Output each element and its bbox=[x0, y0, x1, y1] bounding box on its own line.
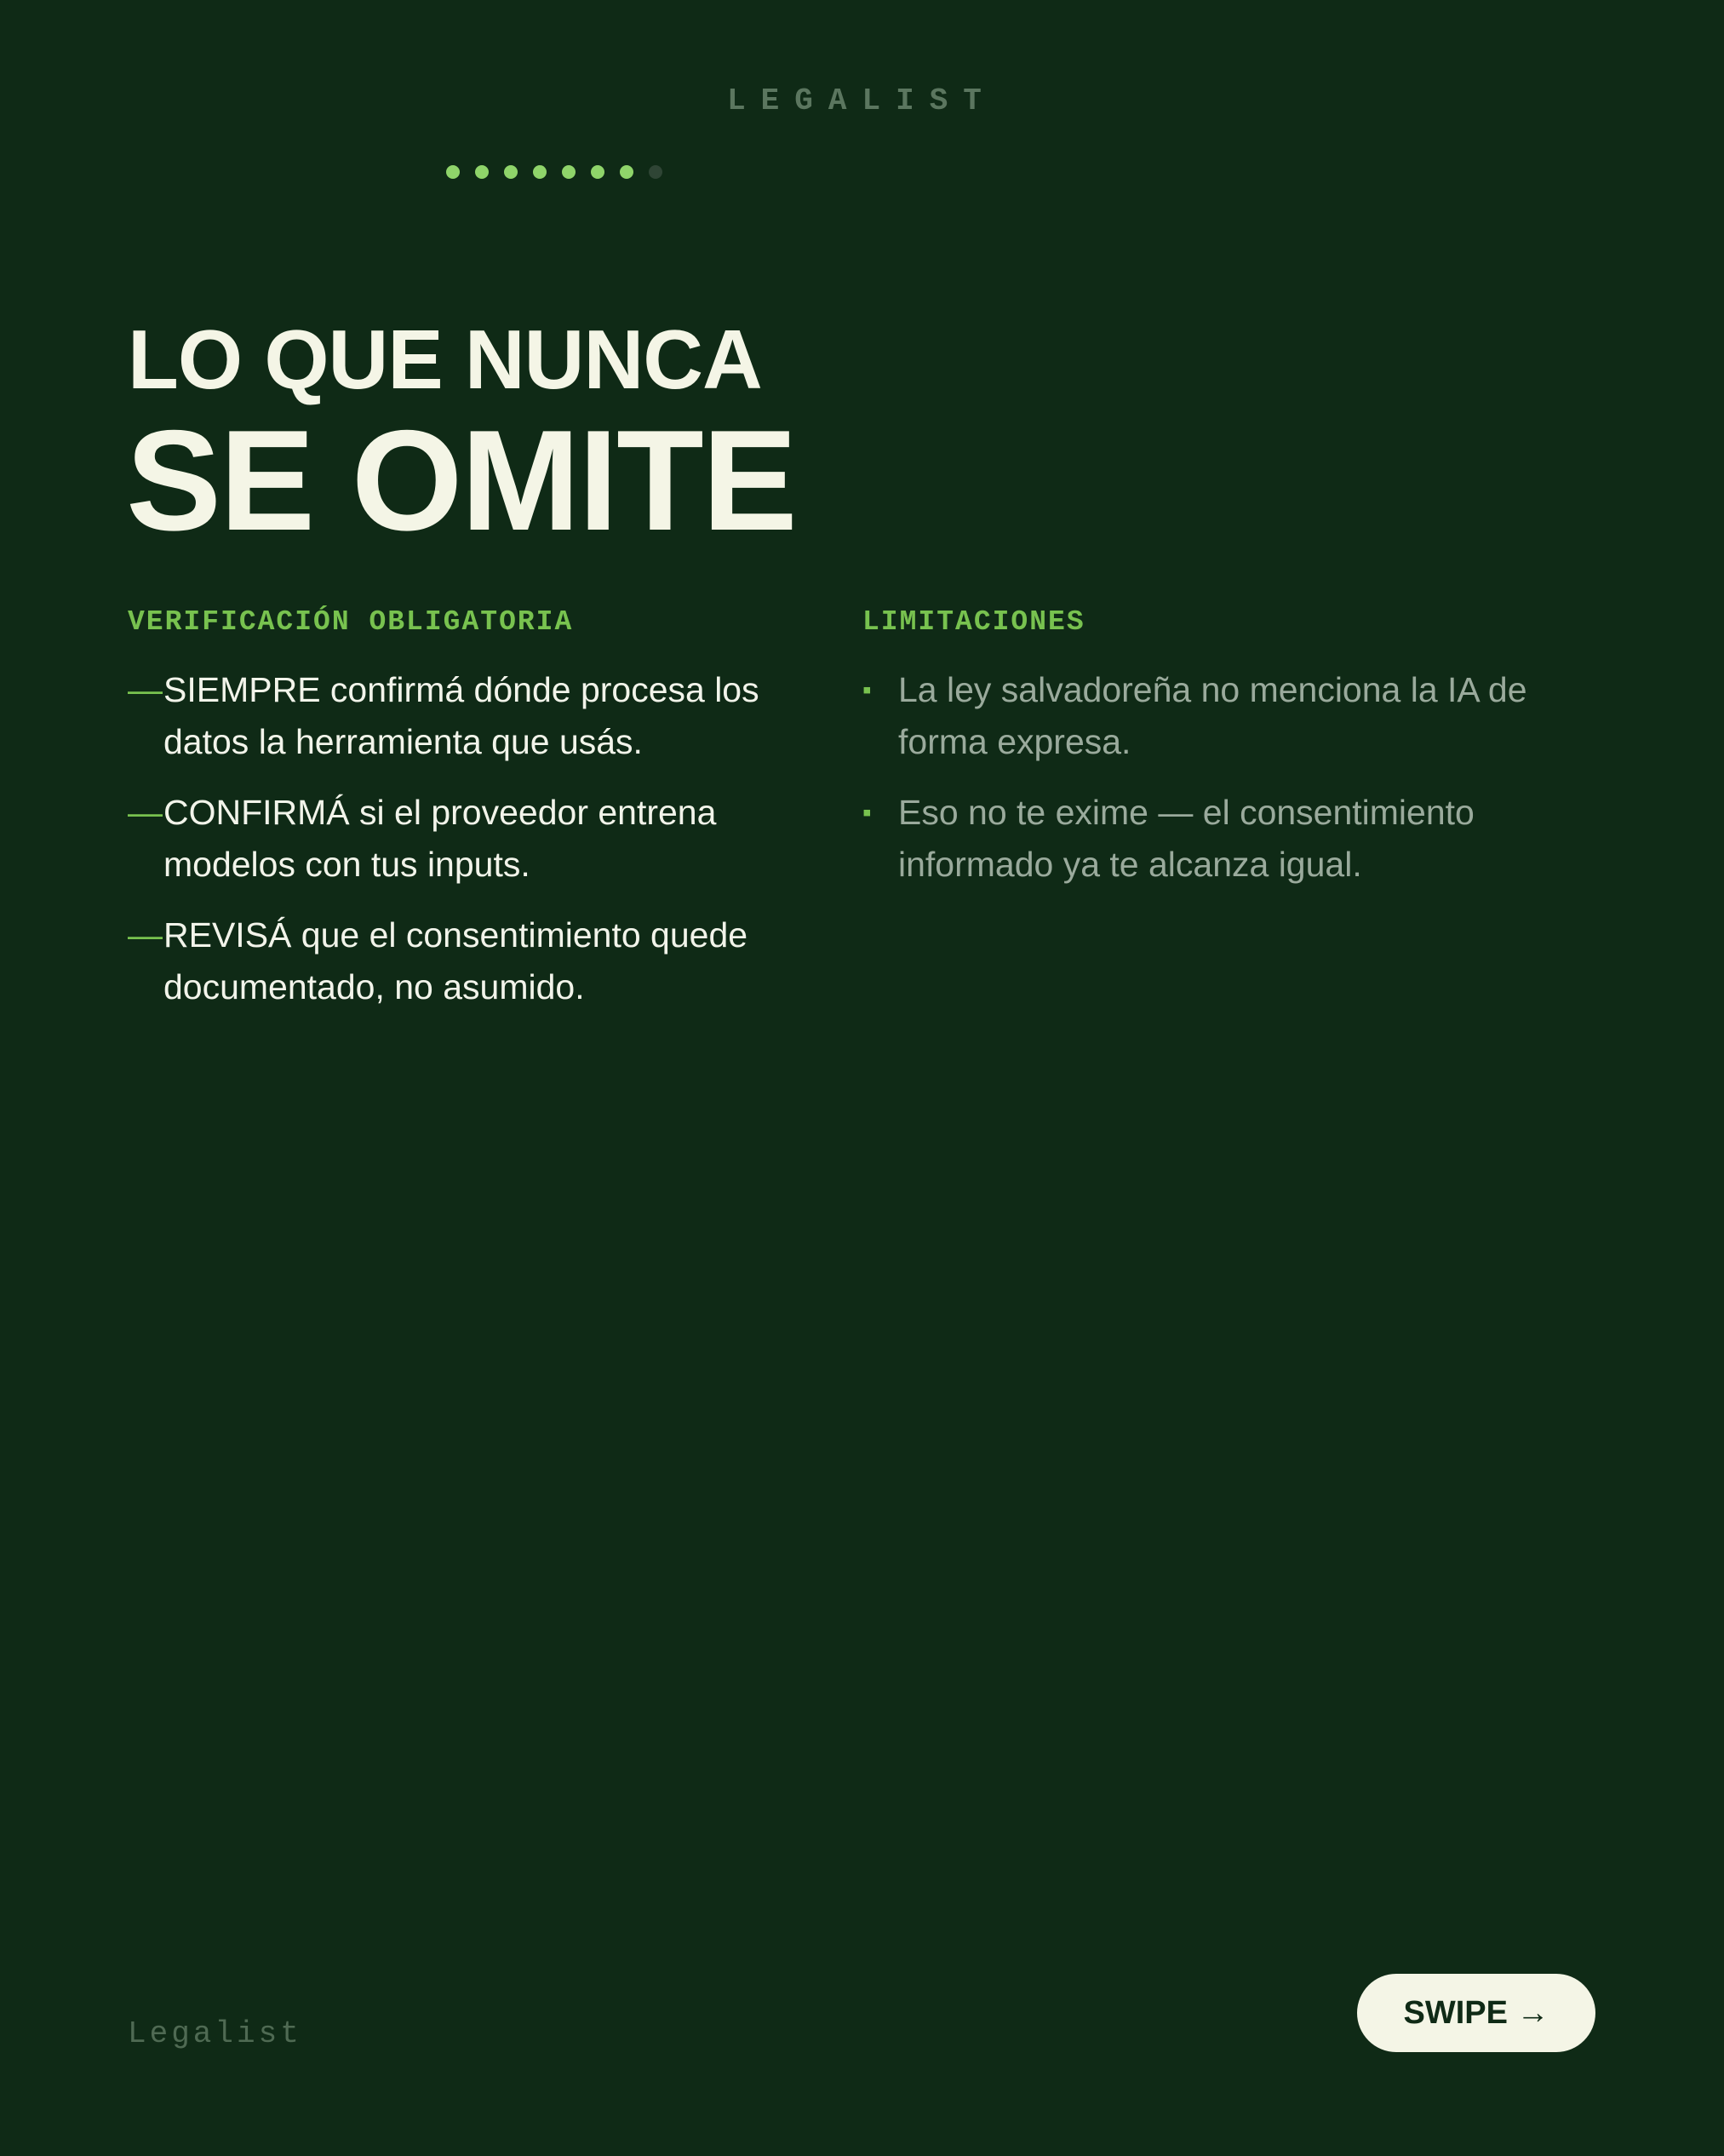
limitations-item-text: Eso no te exime — el consentimiento informado ya te alcanza igual. bbox=[898, 793, 1475, 884]
verification-item bbox=[128, 909, 809, 1013]
verification-section bbox=[128, 608, 809, 1032]
verification-item-text: CONFIRMÁ si el proveedor entrena modelos con tus inputs. bbox=[163, 793, 717, 884]
progress-dot bbox=[475, 165, 489, 179]
square-bullet-icon: ▪ bbox=[862, 799, 872, 827]
progress-dot bbox=[504, 165, 518, 179]
verification-heading: VERIFICACIÓN OBLIGATORIA bbox=[128, 606, 574, 638]
progress-dot bbox=[591, 165, 604, 179]
dash-marker-icon: — bbox=[128, 670, 163, 709]
progress-dot bbox=[562, 165, 576, 179]
verification-item bbox=[128, 664, 809, 768]
swipe-button[interactable]: SWIPE → bbox=[1357, 1974, 1595, 2052]
verification-item-text: SIEMPRE confirmá dónde procesa los datos la herramienta que usás. bbox=[163, 670, 759, 761]
progress-dots bbox=[446, 165, 662, 179]
progress-dot bbox=[649, 165, 662, 179]
footer-brand: Legalist bbox=[128, 2016, 302, 2051]
progress-dot bbox=[533, 165, 547, 179]
page-title-line1: LO QUE NUNCA bbox=[128, 313, 762, 406]
progress-dot bbox=[446, 165, 460, 179]
verification-item-text: REVISÁ que el consentimiento quede documentado, no asumido. bbox=[163, 915, 748, 1006]
limitations-item bbox=[862, 664, 1544, 768]
limitations-item bbox=[862, 787, 1544, 891]
verification-item bbox=[128, 787, 809, 891]
dash-marker-icon: — bbox=[128, 915, 163, 955]
limitations-heading: LIMITACIONES bbox=[862, 606, 1085, 638]
limitations-list bbox=[862, 664, 1544, 891]
verification-list bbox=[128, 664, 809, 1013]
square-bullet-icon: ▪ bbox=[862, 676, 872, 704]
progress-dot bbox=[620, 165, 633, 179]
page-title-line2: SE OMITE bbox=[126, 400, 796, 560]
dash-marker-icon: — bbox=[128, 793, 163, 832]
limitations-item-text: La ley salvadoreña no menciona la IA de forma expresa. bbox=[898, 670, 1527, 761]
limitations-section bbox=[862, 608, 1544, 909]
brand-header: LEGALIST bbox=[727, 83, 997, 118]
